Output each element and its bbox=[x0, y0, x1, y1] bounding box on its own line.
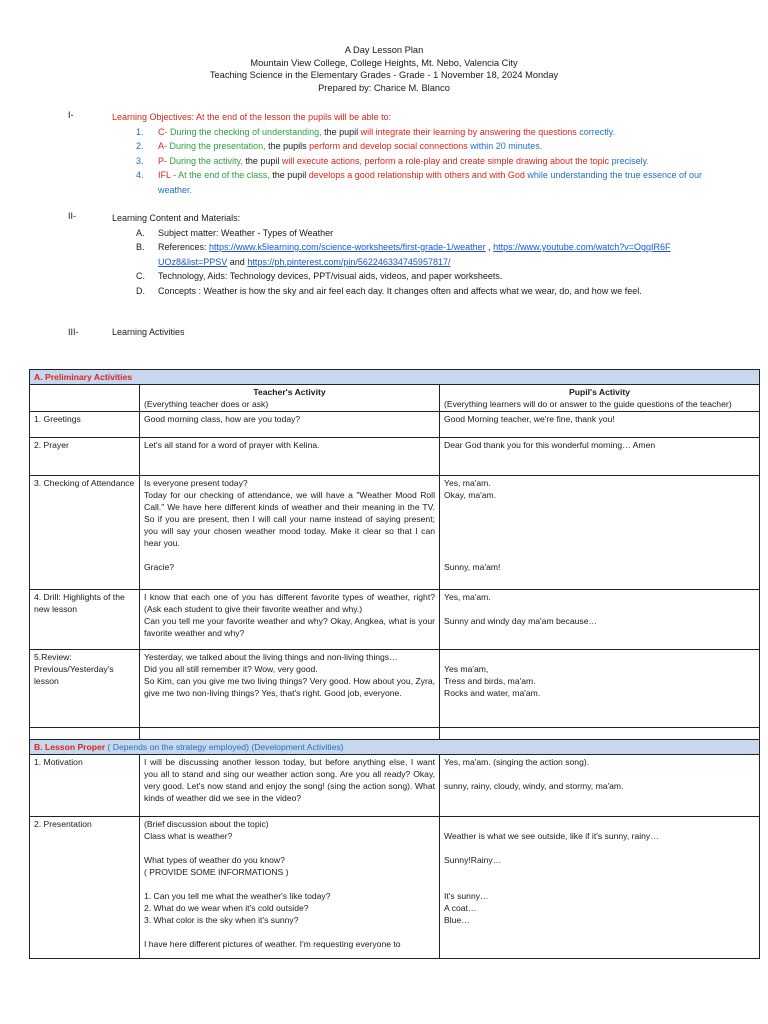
objective-number: 1. bbox=[136, 126, 144, 137]
objective-audience: the pupil bbox=[272, 170, 309, 180]
pupil-cell bbox=[440, 590, 760, 650]
teacher-line: 2. What do we wear when it's cold outside? bbox=[144, 903, 309, 913]
objective-degree: correctly. bbox=[579, 126, 616, 137]
table-cell bbox=[30, 728, 140, 740]
objective-degree: while understanding the true essence of our weather. bbox=[158, 170, 703, 195]
teacher-line: Did you all still remember it? Wow, very good. bbox=[144, 664, 318, 674]
spacer bbox=[444, 842, 755, 854]
subject-line: Teaching Science in the Elementary Grades - Grade - 1 November 18, 2024 Monday bbox=[209, 70, 559, 81]
objective-domain: C- bbox=[158, 126, 170, 137]
teacher-line: Can you tell me your favorite weather and why? Okay, Angkea, what is your favorite weather and why? bbox=[144, 616, 435, 638]
row-label: 4. Drill: Highlights of the new lesson bbox=[30, 590, 140, 650]
pupil-line: sunny, rainy, cloudy, windy, and stormy, ma'am. bbox=[444, 781, 624, 791]
pupil-line: Sunny, ma'am! bbox=[444, 562, 501, 572]
objective-condition: During the presentation, bbox=[169, 141, 269, 151]
teacher-line: Yesterday, we talked about the living things and non-living things… bbox=[144, 652, 398, 662]
objective-degree: within 20 minutes. bbox=[470, 141, 543, 151]
teacher-cell: I will be discussing another lesson today, but before anything else, I want you all to stand and sing our weather action song. Are you all ready? Okay, very good. Let's now stand and enjoy the song! (sing the action song). What kinds of weather did we see in the video? bbox=[140, 755, 440, 817]
content-item-references bbox=[136, 240, 672, 269]
teacher-line: 1. Can you tell me what the weather's like today? bbox=[144, 891, 331, 901]
pupil-cell bbox=[440, 476, 760, 590]
spacer bbox=[444, 603, 755, 615]
teacher-cell bbox=[140, 590, 440, 650]
table-row bbox=[30, 650, 760, 728]
objective-behavior: develops a good relationship with others and with God bbox=[308, 170, 528, 180]
pupil-line: Blue… bbox=[444, 915, 470, 925]
teacher-line: ( PROVIDE SOME INFORMATIONS ) bbox=[144, 867, 289, 877]
teacher-line: What types of weather do you know? bbox=[144, 855, 285, 865]
table-cell bbox=[30, 385, 140, 412]
row-label: 2. Prayer bbox=[30, 438, 140, 476]
table-row-empty bbox=[30, 728, 760, 740]
spacer bbox=[144, 926, 435, 938]
spacer bbox=[444, 651, 755, 663]
pupil-cell bbox=[440, 755, 760, 817]
teacher-line: Gracie? bbox=[144, 562, 175, 572]
subject-matter: Subject matter: Weather - Types of Weather bbox=[158, 227, 334, 238]
teacher-cell bbox=[140, 817, 440, 959]
teacher-line: Class what is weather? bbox=[144, 831, 233, 841]
preliminary-activities-label: A. Preliminary Activities bbox=[30, 370, 760, 385]
section-numeral: I- bbox=[68, 110, 74, 120]
content-item-letter: C. bbox=[136, 271, 145, 281]
objectives-heading: Learning Objectives: At the end of the lesson the pupils will be able to: bbox=[112, 112, 392, 122]
table-cell bbox=[140, 728, 440, 740]
document-header bbox=[0, 44, 768, 94]
content-item-technology bbox=[136, 269, 672, 284]
teacher-line: Today for our checking of attendance, we will have a "Weather Mood Roll Call." We have here different kinds of weather and their meaning in the TV. So if you are present, then I will call your name instead of saying present; you will say your chosen weather mood today. Make it clear so that I can hear you. bbox=[144, 490, 435, 548]
reference-and: and bbox=[227, 256, 248, 267]
section-numeral: II- bbox=[68, 211, 76, 221]
preliminary-activities-band bbox=[30, 370, 760, 385]
document-title: A Day Lesson Plan bbox=[344, 45, 424, 55]
objective-domain: IFL - bbox=[158, 170, 179, 180]
spacer bbox=[144, 878, 435, 890]
teacher-line: 3. What color is the sky when it's sunny? bbox=[144, 915, 299, 925]
pupil-line: Yes, ma'am. bbox=[444, 478, 491, 488]
content-item-letter: A. bbox=[136, 227, 145, 238]
objective-domain: P- bbox=[158, 155, 170, 166]
lesson-proper-band bbox=[30, 740, 760, 755]
spacer bbox=[144, 549, 435, 561]
reference-link-pinterest[interactable]: https://ph.pinterest.com/pin/562246334745957817/ bbox=[247, 256, 451, 267]
objective-item bbox=[136, 139, 727, 154]
objective-domain: A- bbox=[158, 141, 170, 151]
objective-condition: At the end of the class, bbox=[178, 170, 273, 180]
teacher-cell: Let's all stand for a word of prayer with Kelina. bbox=[140, 438, 440, 476]
objective-audience: the pupil bbox=[245, 155, 282, 166]
teacher-line: (Brief discussion about the topic) bbox=[144, 819, 269, 829]
pupil-header-title: Pupil's Activity bbox=[569, 387, 630, 397]
objective-behavior: will integrate their learning by answering the questions bbox=[360, 126, 580, 137]
table-row bbox=[30, 412, 760, 438]
objective-degree: precisely. bbox=[611, 155, 649, 166]
objective-audience: the pupil bbox=[324, 126, 361, 137]
objective-behavior: perform and develop social connections bbox=[309, 141, 471, 151]
content-heading: Learning Content and Materials: bbox=[112, 213, 241, 223]
concepts: Concepts : Weather is how the sky and air feel each day. It changes often and affects what we wear, do, and how we feel. bbox=[158, 285, 642, 296]
spacer bbox=[444, 866, 755, 890]
pupil-line: Yes, ma'am. bbox=[444, 592, 491, 602]
teacher-header-title: Teacher's Activity bbox=[253, 387, 326, 397]
pupil-cell: Good Morning teacher, we're fine, thank you! bbox=[440, 412, 760, 438]
pupil-cell bbox=[440, 817, 760, 959]
pupil-cell bbox=[440, 650, 760, 728]
objective-audience: the pupils bbox=[268, 141, 310, 151]
lesson-proper-label bbox=[30, 740, 760, 755]
reference-link-k5learning[interactable]: https://www.k5learning.com/science-worksheets/first-grade-1/weather bbox=[209, 242, 486, 252]
content-item-letter: D. bbox=[136, 285, 145, 296]
teacher-cell: Good morning class, how are you today? bbox=[140, 412, 440, 438]
pupil-line: It's sunny… bbox=[444, 891, 489, 901]
table-row bbox=[30, 476, 760, 590]
spacer bbox=[444, 818, 755, 830]
pupil-line: Tress and birds, ma'am. bbox=[444, 676, 536, 686]
objective-number: 3. bbox=[136, 155, 144, 166]
teacher-line: I have here different pictures of weather. I'm requesting everyone to bbox=[144, 939, 401, 949]
teacher-line: Is everyone present today? bbox=[144, 478, 248, 488]
objective-number: 2. bbox=[136, 141, 144, 151]
row-label: 1. Greetings bbox=[30, 412, 140, 438]
pupil-line: A coat… bbox=[444, 903, 477, 913]
row-label: 5.Review: Previous/Yesterday's lesson bbox=[30, 650, 140, 728]
teacher-line: So Kim, can you give me two living things? Very good. How about you, Zyra, give me two non-living things? Yes, that's right. Good job, everyone. bbox=[144, 676, 435, 698]
objective-behavior: will execute actions, perform a role-play and create simple drawing about the topic bbox=[281, 155, 612, 166]
lesson-proper-note: ( Depends on the strategy employed) (Development Activities) bbox=[105, 742, 344, 752]
objective-item bbox=[136, 154, 727, 169]
table-row bbox=[30, 590, 760, 650]
row-label: 3. Checking of Attendance bbox=[30, 476, 140, 590]
pupil-line: Rocks and water, ma'am. bbox=[444, 688, 541, 698]
teacher-line: I know that each one of you has different favorite types of weather, right? (Ask each student to give their favorite weather and why.) bbox=[144, 592, 435, 614]
teacher-column-header bbox=[140, 385, 440, 412]
objective-item bbox=[136, 125, 727, 140]
table-row bbox=[30, 817, 760, 959]
pupil-line: Sunny and windy day ma'am because… bbox=[444, 616, 598, 626]
row-label: 1. Motivation bbox=[30, 755, 140, 817]
spacer bbox=[144, 842, 435, 854]
pupil-line: Sunny!Rainy… bbox=[444, 855, 502, 865]
teacher-cell bbox=[140, 476, 440, 590]
table-row bbox=[30, 438, 760, 476]
activities-heading: Learning Activities bbox=[112, 327, 185, 337]
school-name: Mountain View College, College Heights, Mt. Nebo, Valencia City bbox=[250, 57, 518, 68]
technology-aids: Technology, Aids: Technology devices, PPT/visual aids, videos, and paper worksheets. bbox=[158, 271, 503, 281]
spacer bbox=[444, 768, 755, 780]
reference-separator: , bbox=[485, 242, 494, 252]
content-item-concepts bbox=[136, 284, 672, 299]
table-row bbox=[30, 755, 760, 817]
reference-link-youtube[interactable]: https://www.youtube.com/watch?v=OgqIR6FUOz8&list=PPSV bbox=[158, 242, 671, 267]
content-item-subject bbox=[136, 226, 672, 241]
pupil-column-header bbox=[440, 385, 760, 412]
content-list bbox=[136, 226, 672, 299]
objective-condition: During the activity, bbox=[169, 155, 246, 166]
spacer bbox=[444, 501, 755, 561]
table-header-row bbox=[30, 385, 760, 412]
row-label: 2. Presentation bbox=[30, 817, 140, 959]
objective-number: 4. bbox=[136, 170, 144, 180]
pupil-line: Okay, ma'am. bbox=[444, 490, 497, 500]
pupil-line: Yes ma'am, bbox=[444, 664, 489, 674]
objective-item bbox=[136, 168, 727, 197]
pupil-line: Yes, ma'am. (singing the action song). bbox=[444, 757, 590, 767]
references-label: References: bbox=[158, 242, 210, 252]
prepared-by: Prepared by: Charice M. Blanco bbox=[318, 82, 450, 93]
table-cell bbox=[440, 728, 760, 740]
lesson-proper-title: B. Lesson Proper bbox=[34, 742, 106, 752]
pupil-line: Weather is what we see outside, like if it's sunny, rainy… bbox=[444, 831, 659, 841]
activities-table bbox=[29, 369, 760, 959]
content-item-letter: B. bbox=[136, 242, 145, 252]
teacher-cell bbox=[140, 650, 440, 728]
pupil-header-sub: (Everything learners will do or answer to the guide questions of the teacher) bbox=[444, 399, 732, 409]
pupil-cell: Dear God thank you for this wonderful morning… Amen bbox=[440, 438, 760, 476]
objectives-list bbox=[136, 125, 727, 198]
objective-condition: During the checking of understanding, bbox=[170, 126, 325, 137]
section-numeral: III- bbox=[68, 327, 79, 337]
teacher-header-sub: (Everything teacher does or ask) bbox=[144, 399, 269, 409]
